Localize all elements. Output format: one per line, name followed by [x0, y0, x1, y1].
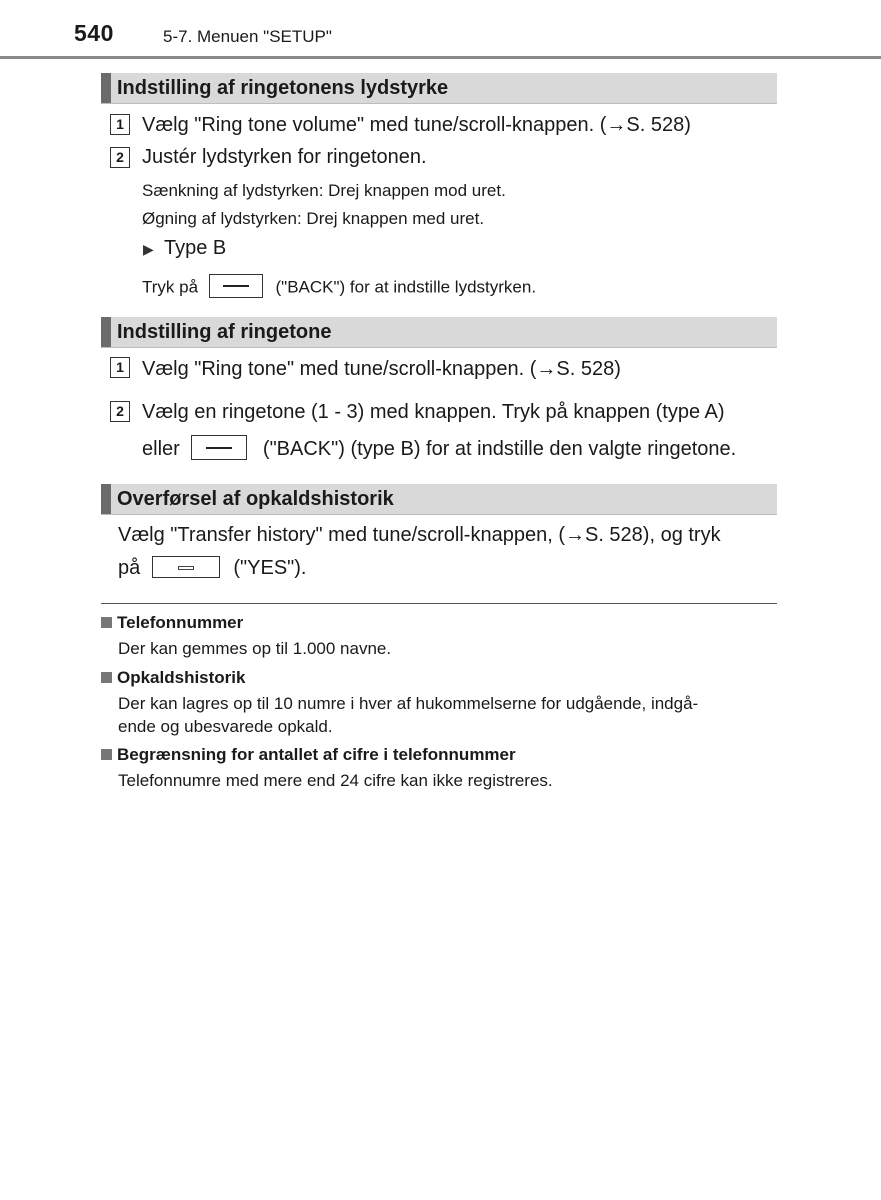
- yes-button-icon: [152, 556, 220, 578]
- section-heading-ringtone-volume: [101, 73, 777, 104]
- square-bullet-icon: [101, 749, 112, 760]
- note-text: Der kan gemmes op til 1.000 navne.: [118, 639, 392, 658]
- step-text: Vælg "Ring tone" med tune/scroll-knappen. (→S. 528): [142, 358, 621, 380]
- back-instruction: [142, 437, 736, 462]
- triangle-right-icon: ▶: [143, 241, 154, 257]
- step-text: Justér lydstyrken for ringetonen.: [142, 146, 427, 168]
- step-number: 1: [110, 114, 130, 135]
- step-text: Vælg "Ring tone volume" med tune/scroll-knappen. (→S. 528): [142, 114, 691, 136]
- instruction-text: ("BACK") for at indstille lydstyrken.: [275, 277, 537, 297]
- back-instruction: [142, 276, 536, 300]
- section-title: Indstilling af ringetone: [117, 321, 332, 343]
- note-title: Begrænsning for antallet af cifre i telefonnummer: [117, 745, 516, 764]
- step-text: ("BACK") (type B) for at indstille den valgte ringetone.: [262, 437, 737, 460]
- step-number: 2: [110, 147, 130, 168]
- note-heading: [101, 745, 516, 765]
- note-title: Telefonnummer: [117, 613, 244, 632]
- note-text: Telefonnumre med mere end 24 cifre kan ikke registreres.: [118, 771, 553, 790]
- instruction-text: Vælg "Transfer history" med tune/scroll-knappen, (→S. 528), og tryk: [118, 524, 721, 546]
- chapter-title: 5-7. Menuen "SETUP": [163, 27, 332, 46]
- note-heading: [101, 613, 243, 633]
- step-number: 1: [110, 357, 130, 378]
- back-button-icon: [209, 274, 263, 298]
- instruction-text: Tryk på: [142, 277, 199, 297]
- back-button-icon: [191, 435, 247, 460]
- section-title: Indstilling af ringetonens lydstyrke: [117, 77, 449, 99]
- step-text: eller: [142, 437, 180, 460]
- section-heading-transfer-history: [101, 484, 777, 515]
- step-text: Vælg en ringetone (1 - 3) med knappen. Tryk på knappen (type A): [142, 401, 725, 423]
- note-heading: [101, 668, 245, 688]
- note-text: ende og ubesvarede opkald.: [118, 717, 333, 736]
- instruction-text: Øgning af lydstyrken: Drej knappen med uret.: [142, 209, 485, 228]
- square-bullet-icon: [101, 672, 112, 683]
- page-number: 540: [74, 20, 114, 46]
- divider: [101, 603, 777, 604]
- instruction-text: Sænkning af lydstyrken: Drej knappen mod uret.: [142, 181, 506, 200]
- yes-instruction: [118, 557, 306, 580]
- square-bullet-icon: [101, 617, 112, 628]
- type-label: Type B: [164, 237, 227, 259]
- section-title: Overførsel af opkaldshistorik: [117, 488, 394, 510]
- note-title: Opkaldshistorik: [117, 668, 246, 687]
- step-number: 2: [110, 401, 130, 422]
- instruction-text: ("YES").: [233, 557, 307, 579]
- header-rule: [0, 56, 881, 59]
- note-text: Der kan lagres op til 10 numre i hver af hukommelserne for udgående, indgå-: [118, 694, 699, 713]
- section-heading-ringtone: [101, 317, 777, 348]
- instruction-text: på: [118, 557, 141, 579]
